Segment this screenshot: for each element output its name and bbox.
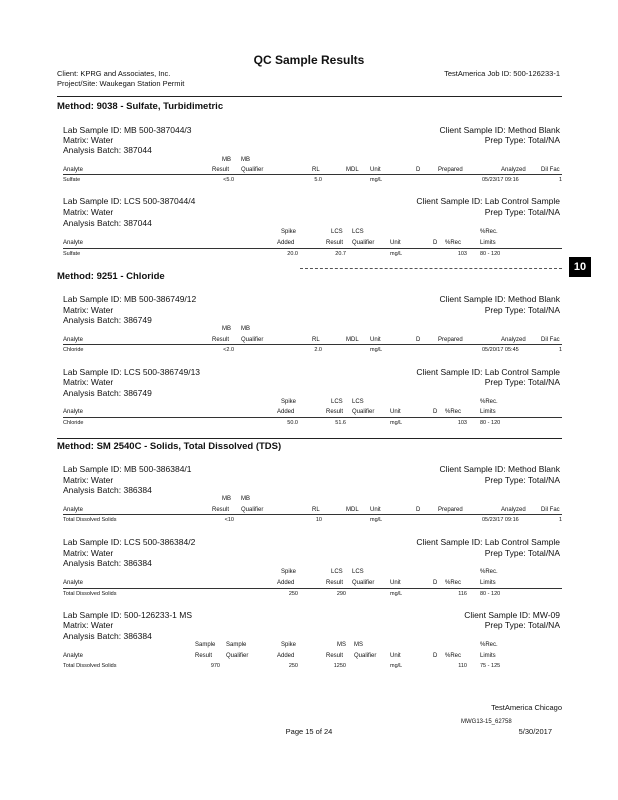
col-added: Added	[277, 580, 295, 586]
col-result: Result	[212, 337, 230, 343]
col-lcs: LCS	[331, 229, 343, 235]
cell-result: 51.6	[335, 420, 346, 426]
prep-type: Prep Type: Total/NA	[484, 620, 560, 630]
col-qualifier: Qualifier	[241, 507, 264, 513]
prep-type: Prep Type: Total/NA	[484, 377, 560, 387]
cell-spike: 50.0	[287, 420, 298, 426]
col-analyzed: Analyzed	[501, 337, 526, 343]
section-tab: 10	[569, 257, 591, 277]
col-lcs: LCS	[331, 399, 343, 405]
cell-rl: 10	[315, 517, 322, 523]
col-sample: Sample	[226, 642, 247, 648]
client-sample-id: Client Sample ID: Method Blank	[439, 464, 560, 474]
lab-name: TestAmerica Chicago	[491, 703, 562, 712]
matrix: Matrix: Water	[63, 377, 114, 387]
prep-type: Prep Type: Total/NA	[484, 475, 560, 485]
col-unit: Unit	[390, 580, 401, 586]
col-qualifier: Qualifier	[352, 240, 375, 246]
lab-sample-id: Lab Sample ID: LCS 500-386384/2	[63, 537, 196, 547]
cell-rl: 2.0	[314, 347, 322, 353]
cell-unit: mg/L	[390, 420, 403, 426]
cell-result: 20.7	[335, 251, 346, 257]
col-analyte: Analyte	[63, 167, 84, 173]
col-lcs: LCS	[352, 399, 364, 405]
col-qualifier: Qualifier	[241, 167, 264, 173]
cell-rec: 103	[457, 420, 467, 426]
cell-result: 1250	[333, 663, 346, 669]
prep-type: Prep Type: Total/NA	[484, 207, 560, 217]
col-mb: MB	[222, 157, 231, 163]
matrix: Matrix: Water	[63, 548, 114, 558]
col-unit: Unit	[390, 240, 401, 246]
col-mdl: MDL	[346, 337, 359, 343]
col-analyte: Analyte	[63, 653, 84, 659]
col-qualifier: Qualifier	[226, 653, 249, 659]
cell-unit: mg/L	[370, 177, 383, 183]
col-d: D	[433, 240, 438, 246]
col-rec: %Rec.	[480, 642, 498, 648]
col-unit: Unit	[370, 167, 381, 173]
col-spike: Spike	[281, 642, 297, 648]
col-analyte: Analyte	[63, 240, 84, 246]
lab-sample-id: Lab Sample ID: MB 500-387044/3	[63, 125, 192, 135]
col-d: D	[416, 507, 421, 513]
cell-dil-fac: 1	[558, 347, 562, 353]
cell-analyte: Sulfate	[63, 177, 81, 183]
col-mdl: MDL	[346, 167, 359, 173]
matrix: Matrix: Water	[63, 620, 114, 630]
col-lcs: LCS	[352, 569, 364, 575]
col-d: D	[433, 580, 438, 586]
col-qualifier: Qualifier	[354, 653, 377, 659]
col-limits: Limits	[480, 409, 496, 415]
client-sample-id: Client Sample ID: MW-09	[464, 610, 560, 620]
col-analyzed: Analyzed	[501, 507, 526, 513]
col-analyte: Analyte	[63, 507, 84, 513]
col-rec: %Rec	[445, 580, 462, 586]
cell-limits: 75 - 125	[480, 663, 501, 669]
doc-id: MWG13-15_62758	[461, 719, 512, 725]
col-result: Result	[326, 240, 344, 246]
col-result: Result	[326, 580, 344, 586]
col-analyzed: Analyzed	[501, 167, 526, 173]
report-date: 5/30/2017	[518, 727, 552, 736]
col-result: Result	[212, 167, 230, 173]
col-result: Result	[195, 653, 213, 659]
col-rec: %Rec	[445, 653, 462, 659]
cell-analyzed: 05/23/17 09:16	[482, 517, 519, 523]
col-spike: Spike	[281, 399, 297, 405]
col-d: D	[433, 653, 438, 659]
col-rec: %Rec	[445, 240, 462, 246]
client-sample-id: Client Sample ID: Lab Control Sample	[416, 367, 560, 377]
col-limits: Limits	[480, 653, 496, 659]
cell-analyte: Total Dissolved Solids	[63, 517, 117, 523]
column-rule	[63, 514, 562, 515]
cell-analyte: Total Dissolved Solids	[63, 591, 117, 597]
col-unit: Unit	[390, 653, 401, 659]
matrix: Matrix: Water	[63, 207, 114, 217]
cell-spike: 250	[288, 591, 298, 597]
col-dil-fac: Dil Fac	[541, 337, 560, 343]
analysis-batch: Analysis Batch: 387044	[63, 145, 152, 155]
col-result: Result	[326, 653, 344, 659]
matrix: Matrix: Water	[63, 305, 114, 315]
client-sample-id: Client Sample ID: Lab Control Sample	[416, 196, 560, 206]
analysis-batch: Analysis Batch: 386384	[63, 485, 152, 495]
col-added: Added	[277, 240, 295, 246]
column-rule	[63, 417, 562, 418]
col-analyte: Analyte	[63, 580, 84, 586]
cell-result: <2.0	[223, 347, 234, 353]
lab-sample-id: Lab Sample ID: LCS 500-386749/13	[63, 367, 201, 377]
cell-analyzed: 05/23/17 09:16	[482, 177, 519, 183]
page-title: QC Sample Results	[253, 53, 365, 67]
prep-type: Prep Type: Total/NA	[484, 305, 560, 315]
col-lcs: LCS	[352, 229, 364, 235]
cell-rec: 103	[457, 251, 467, 257]
cell-dil-fac: 1	[558, 177, 562, 183]
col-added: Added	[277, 409, 295, 415]
analysis-batch: Analysis Batch: 386749	[63, 315, 152, 325]
col-limits: Limits	[480, 580, 496, 586]
col-limits: Limits	[480, 240, 496, 246]
col-rec: %Rec	[445, 409, 462, 415]
col-result: Result	[212, 507, 230, 513]
col-spike: Spike	[281, 569, 297, 575]
cell-analyzed: 05/20/17 05:45	[482, 347, 519, 353]
cell-analyte: Sulfate	[63, 251, 81, 257]
prep-type: Prep Type: Total/NA	[484, 135, 560, 145]
method-title: Method: 9038 - Sulfate, Turbidimetric	[57, 101, 224, 112]
column-rule	[63, 344, 562, 345]
cell-spike: 20.0	[287, 251, 298, 257]
col-unit: Unit	[390, 409, 401, 415]
col-rl: RL	[312, 337, 320, 343]
col-result: Result	[326, 409, 344, 415]
cell-analyte: Total Dissolved Solids	[63, 663, 117, 669]
client-sample-id: Client Sample ID: Lab Control Sample	[416, 537, 560, 547]
col-unit: Unit	[370, 337, 381, 343]
cell-analyte: Chloride	[63, 420, 84, 426]
col-rec: %Rec.	[480, 569, 498, 575]
col-mb: MB	[222, 326, 231, 332]
page-number: Page 15 of 24	[285, 727, 333, 736]
cell-result: <10	[224, 517, 234, 523]
method-title: Method: 9251 - Chloride	[57, 271, 165, 282]
client-sample-id: Client Sample ID: Method Blank	[439, 294, 560, 304]
col-d: D	[416, 167, 421, 173]
col-dil-fac: Dil Fac	[541, 167, 560, 173]
prep-type: Prep Type: Total/NA	[484, 548, 560, 558]
cell-unit: mg/L	[370, 347, 383, 353]
analysis-batch: Analysis Batch: 386384	[63, 558, 152, 568]
column-rule	[63, 588, 562, 589]
client-name: Client: KPRG and Associates, Inc.	[57, 69, 171, 78]
analysis-batch: Analysis Batch: 386749	[63, 388, 152, 398]
col-analyte: Analyte	[63, 337, 84, 343]
col-qualifier: Qualifier	[241, 337, 264, 343]
analysis-batch: Analysis Batch: 386384	[63, 631, 152, 641]
col-qualifier: Qualifier	[352, 580, 375, 586]
column-rule	[63, 174, 562, 175]
cell-unit: mg/L	[390, 251, 403, 257]
col-d: D	[416, 337, 421, 343]
cell-analyte: Chloride	[63, 347, 84, 353]
lab-sample-id: Lab Sample ID: 500-126233-1 MS	[63, 610, 192, 620]
col-lcs: LCS	[331, 569, 343, 575]
col-mb: MB	[241, 496, 250, 502]
client-sample-id: Client Sample ID: Method Blank	[439, 125, 560, 135]
cell-unit: mg/L	[390, 663, 403, 669]
col-analyte: Analyte	[63, 409, 84, 415]
method-title: Method: SM 2540C - Solids, Total Dissolved (TDS)	[57, 441, 282, 452]
analysis-batch: Analysis Batch: 387044	[63, 218, 152, 228]
lab-sample-id: Lab Sample ID: MB 500-386384/1	[63, 464, 192, 474]
lab-sample-id: Lab Sample ID: LCS 500-387044/4	[63, 196, 196, 206]
cell-rl: 5.0	[314, 177, 322, 183]
col-mb: MB	[222, 496, 231, 502]
col-mb: MB	[241, 326, 250, 332]
job-id: TestAmerica Job ID: 500-126233-1	[444, 69, 560, 78]
cell-dil-fac: 1	[558, 517, 562, 523]
col-ms: MS	[337, 642, 346, 648]
cell-limits: 80 - 120	[480, 591, 501, 597]
col-qualifier: Qualifier	[352, 409, 375, 415]
col-d: D	[433, 409, 438, 415]
matrix: Matrix: Water	[63, 475, 114, 485]
matrix: Matrix: Water	[63, 135, 114, 145]
col-mb: MB	[241, 157, 250, 163]
col-sample: Sample	[195, 642, 216, 648]
project-site: Project/Site: Waukegan Station Permit	[57, 79, 185, 88]
lab-sample-id: Lab Sample ID: MB 500-386749/12	[63, 294, 197, 304]
col-unit: Unit	[370, 507, 381, 513]
divider	[57, 438, 562, 439]
cell-limits: 80 - 120	[480, 420, 501, 426]
cell-spike: 250	[288, 663, 298, 669]
col-spike: Spike	[281, 229, 297, 235]
col-ms: MS	[354, 642, 363, 648]
cell-rec: 116	[458, 591, 467, 597]
col-rec: %Rec.	[480, 399, 498, 405]
col-added: Added	[277, 653, 295, 659]
cell-rec: 110	[458, 663, 467, 669]
column-rule	[63, 248, 562, 249]
col-prepared: Prepared	[438, 337, 463, 343]
col-rl: RL	[312, 167, 320, 173]
cell-unit: mg/L	[390, 591, 403, 597]
cell-sample-result: 970	[210, 663, 220, 669]
col-prepared: Prepared	[438, 507, 463, 513]
cell-result: <5.0	[223, 177, 234, 183]
col-mdl: MDL	[346, 507, 359, 513]
cell-unit: mg/L	[370, 517, 383, 523]
col-prepared: Prepared	[438, 167, 463, 173]
col-rec: %Rec.	[480, 229, 498, 235]
col-rl: RL	[312, 507, 320, 513]
header-rule	[57, 96, 562, 97]
cell-result: 290	[336, 591, 346, 597]
divider	[300, 268, 562, 269]
cell-limits: 80 - 120	[480, 251, 501, 257]
col-dil-fac: Dil Fac	[541, 507, 560, 513]
